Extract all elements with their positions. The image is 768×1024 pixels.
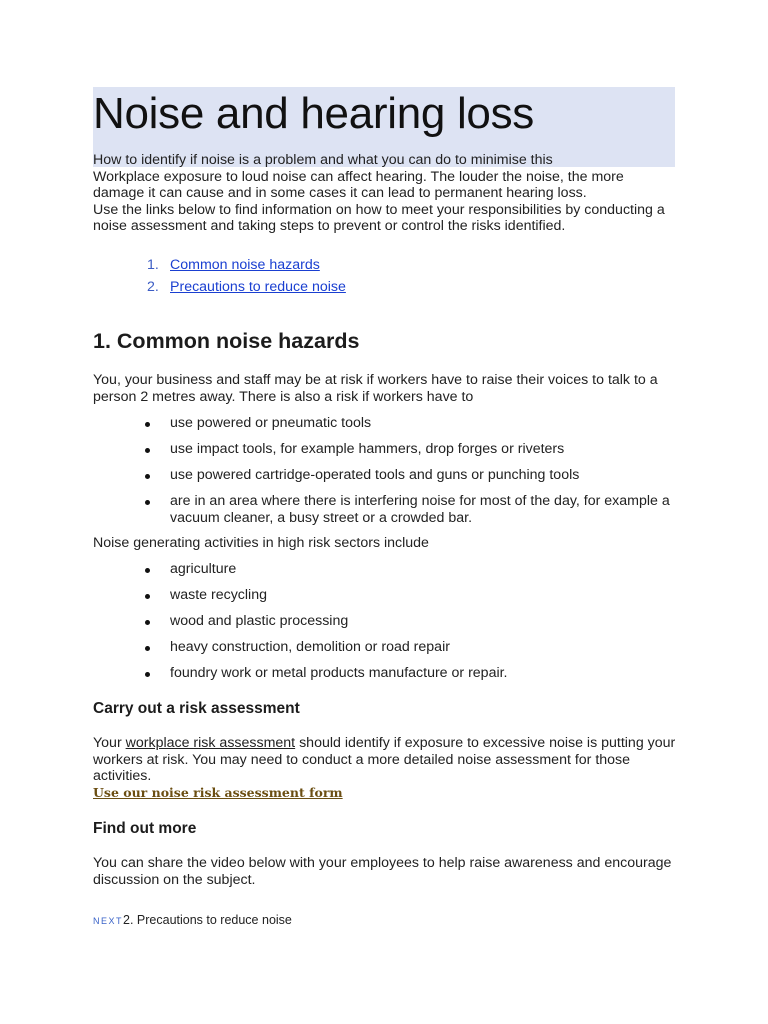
intro-lead: How to identify if noise is a problem and what you can do to minimise this	[93, 152, 553, 168]
bullet-icon	[145, 474, 150, 479]
list-item: agriculture	[93, 561, 673, 578]
toc-item	[93, 256, 346, 278]
section-heading-common-noise-hazards: 1. Common noise hazards	[93, 329, 360, 353]
list-item: waste recycling	[93, 587, 673, 604]
risk-assessment-para: Your workplace risk assessment should identify if exposure to excessive noise is putting your workers at risk. You may need to conduct a more detailed noise assessment for those activities.	[93, 735, 676, 785]
list-item: use powered or pneumatic tools	[93, 415, 673, 432]
next-text: 2. Precautions to reduce noise	[123, 913, 292, 927]
toc-item	[93, 278, 346, 300]
list-item: heavy construction, demolition or road repair	[93, 639, 673, 656]
list-item: wood and plastic processing	[93, 613, 673, 630]
intro	[93, 152, 678, 235]
toc-number: 1.	[147, 257, 159, 273]
bullet-icon	[145, 672, 150, 677]
intro-para-1: Workplace exposure to loud noise can affect hearing. The louder the noise, the more damage it can cause and in some cases it can lead to permanent hearing loss.	[93, 168, 624, 202]
workplace-risk-assessment-link[interactable]: workplace risk assessment	[125, 735, 296, 751]
list-item: use impact tools, for example hammers, drop forges or riveters	[93, 441, 673, 458]
bullet-icon	[145, 568, 150, 573]
find-out-more-heading: Find out more	[93, 820, 197, 837]
noise-risk-form-link[interactable]: Use our noise risk assessment form	[93, 785, 343, 800]
find-out-more-para: You can share the video below with your employees to help raise awareness and encourage discussion on the subject.	[93, 855, 672, 888]
risk-list	[93, 415, 673, 536]
sectors-intro: Noise generating activities in high risk sectors include	[93, 535, 429, 551]
bullet-icon	[145, 448, 150, 453]
bullet-icon	[145, 620, 150, 625]
toc-link-common-noise-hazards[interactable]: Common noise hazards	[170, 257, 320, 273]
bullet-icon	[145, 594, 150, 599]
next-link[interactable]	[93, 913, 292, 927]
table-of-contents	[93, 256, 346, 300]
risk-assessment-heading: Carry out a risk assessment	[93, 700, 300, 717]
list-item: use powered cartridge-operated tools and guns or punching tools	[93, 467, 673, 484]
toc-number: 2.	[147, 279, 159, 295]
bullet-icon	[145, 422, 150, 427]
section1-para: You, your business and staff may be at risk if workers have to raise their voices to talk to a person 2 metres away. There is also a risk if workers have to	[93, 372, 658, 405]
page-title: Noise and hearing loss	[93, 89, 535, 138]
sector-list	[93, 561, 673, 691]
list-item: foundry work or metal products manufacture or repair.	[93, 665, 673, 682]
bullet-icon	[145, 500, 150, 505]
bullet-icon	[145, 646, 150, 651]
intro-para-2: Use the links below to find information on how to meet your responsibilities by conducting a noise assessment and taking steps to prevent or control the risks identified.	[93, 201, 665, 235]
toc-link-precautions[interactable]: Precautions to reduce noise	[170, 279, 346, 295]
next-label: NEXT	[93, 916, 124, 926]
list-item: are in an area where there is interfering noise for most of the day, for example a vacuum cleaner, a busy street or a crowded bar.	[93, 493, 673, 527]
